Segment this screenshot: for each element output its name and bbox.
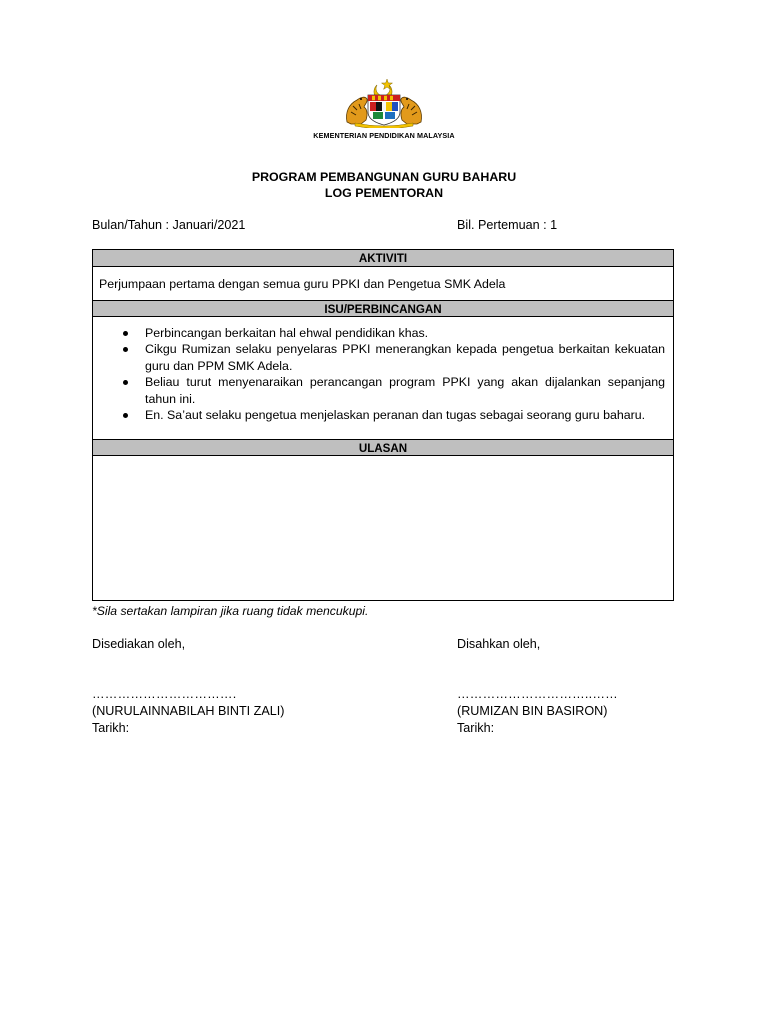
activity-text: Perjumpaan pertama dengan semua guru PPKI dan Pengetua SMK Adela xyxy=(99,277,506,291)
mentoring-log-form xyxy=(92,249,674,601)
list-item: Beliau turut menyenaraikan perancangan program PPKI yang akan dijalankan sepanjang tahun ini. xyxy=(145,375,665,406)
signature-line: …………………………..…… xyxy=(457,687,618,701)
list-item: Cikgu Rumizan selaku penyelaras PPKI menerangkan kepada pengetua berkaitan kekuatan guru dan PPM SMK Adela. xyxy=(145,342,665,373)
prepared-by-signature-block xyxy=(92,636,284,737)
document-title: PROGRAM PEMBANGUNAN GURU BAHARU xyxy=(251,170,517,184)
list-item: Perbincangan berkaitan hal ehwal pendidikan khas. xyxy=(145,325,665,341)
month-year-field: Bulan/Tahun : Januari/2021 xyxy=(92,218,246,232)
comments-heading: ULASAN xyxy=(93,439,673,456)
attachment-note: *Sila sertakan lampiran jika ruang tidak mencukupi. xyxy=(92,604,369,618)
list-item: En. Sa’aut selaku pengetua menjelaskan peranan dan tugas sebagai seorang guru baharu. xyxy=(145,407,665,423)
malaysia-coat-of-arms-emblem xyxy=(337,76,431,128)
approved-by-signature-block xyxy=(457,636,618,737)
approved-by-label: Disahkan oleh, xyxy=(457,637,541,651)
document-subtitle: LOG PEMENTORAN xyxy=(324,186,444,200)
meeting-number-field: Bil. Pertemuan : 1 xyxy=(457,218,558,232)
signatory-name: (NURULAINNABILAH BINTI ZALI) xyxy=(92,704,285,718)
issues-heading: ISU/PERBINCANGAN xyxy=(93,300,673,317)
date-label: Tarikh: xyxy=(457,721,495,735)
issues-list xyxy=(93,325,673,423)
activity-heading: AKTIVITI xyxy=(93,250,673,267)
signature-line: ……………………………. xyxy=(92,687,237,701)
date-label: Tarikh: xyxy=(92,721,130,735)
prepared-by-label: Disediakan oleh, xyxy=(92,637,186,651)
ministry-name: KEMENTERIAN PENDIDIKAN MALAYSIA xyxy=(313,131,455,140)
signatory-name: (RUMIZAN BIN BASIRON) xyxy=(457,704,608,718)
